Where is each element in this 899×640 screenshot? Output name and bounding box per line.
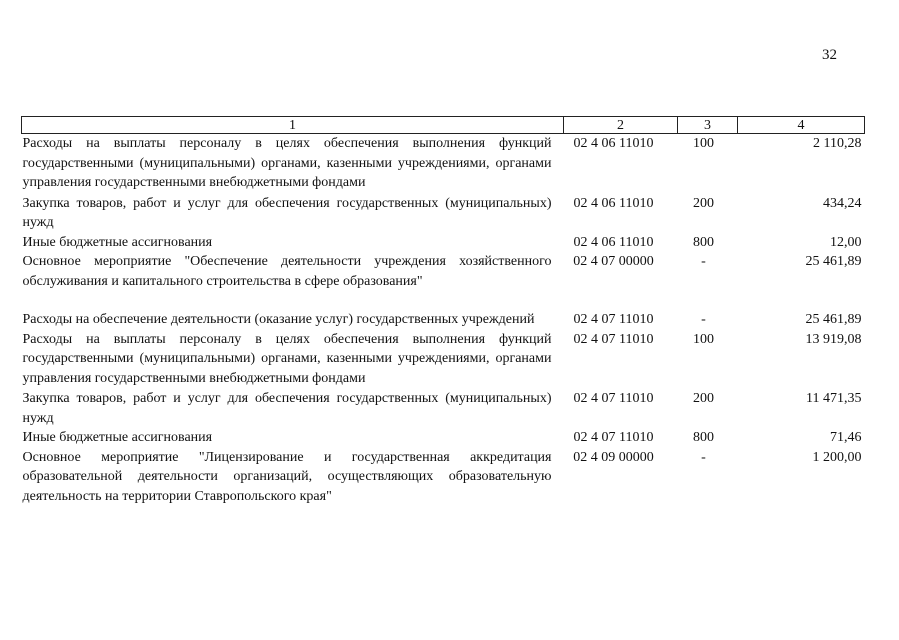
row-amount: 1 200,00 bbox=[812, 449, 862, 465]
column-header-2: 2 bbox=[564, 117, 678, 134]
row-expense-type: 100 bbox=[693, 331, 714, 347]
row-amount: 11 471,35 bbox=[806, 391, 862, 406]
row-expense-type: 800 bbox=[693, 234, 714, 250]
row-code: 02 4 07 00000 bbox=[573, 254, 654, 269]
column-header-3: 3 bbox=[678, 117, 738, 134]
row-description: Иные бюджетные ассигнования bbox=[22, 234, 213, 250]
row-amount: 13 919,08 bbox=[805, 331, 862, 347]
row-expense-type: 200 bbox=[693, 195, 714, 211]
row-description: Закупка товаров, работ и услуг для обеспечения государственных (муниципальных) нужд bbox=[22, 391, 552, 426]
table-row bbox=[22, 428, 865, 448]
row-amount: 2 110,28 bbox=[813, 136, 862, 151]
row-description: Расходы на выплаты персоналу в целях обеспечения выполнения функций государственными (муниципальными) органами, казенными учреждениями, органами управления государственными внебюджетными фондами bbox=[22, 331, 552, 386]
budget-table bbox=[21, 116, 865, 506]
table-row bbox=[22, 193, 865, 233]
row-amount: 25 461,89 bbox=[805, 254, 862, 269]
row-amount: 12,00 bbox=[830, 234, 862, 250]
row-description: Основное мероприятие "Лицензирование и государственная аккредитация образовательной деятельности организаций, осуществляющих образовательную деятельность на территории Ставропольского края" bbox=[22, 449, 552, 504]
row-amount: 434,24 bbox=[823, 195, 862, 211]
row-code: 02 4 07 11010 bbox=[573, 312, 654, 327]
row-code: 02 4 07 11010 bbox=[573, 331, 654, 347]
row-expense-type: 200 bbox=[693, 391, 714, 406]
row-description: Иные бюджетные ассигнования bbox=[22, 430, 213, 445]
row-amount: 71,46 bbox=[830, 430, 862, 445]
row-expense-type: - bbox=[701, 449, 706, 465]
table-row bbox=[22, 134, 865, 193]
row-code: 02 4 07 11010 bbox=[573, 391, 654, 406]
row-code: 02 4 07 11010 bbox=[573, 430, 654, 445]
table-header-row bbox=[22, 117, 865, 134]
table-row bbox=[22, 252, 865, 310]
row-code: 02 4 09 00000 bbox=[573, 449, 654, 465]
table-row bbox=[22, 448, 865, 507]
row-code: 02 4 06 11010 bbox=[573, 136, 654, 151]
row-description: Расходы на обеспечение деятельности (оказание услуг) государственных учреждений bbox=[22, 312, 535, 327]
row-code: 02 4 06 11010 bbox=[573, 234, 654, 250]
row-description: Расходы на выплаты персоналу в целях обеспечения выполнения функций государственными (муниципальными) органами, казенными учреждениями, органами управления государственными внебюджетными фондами bbox=[22, 136, 552, 190]
table-row bbox=[22, 388, 865, 428]
row-expense-type: - bbox=[701, 312, 706, 327]
row-expense-type: 100 bbox=[693, 136, 714, 151]
row-description: Основное мероприятие "Обеспечение деятельности учреждения хозяйственного обслуживания и капитального строительства в сфере образования" bbox=[22, 254, 552, 289]
column-header-1: 1 bbox=[22, 117, 564, 134]
page-number: 32 bbox=[822, 47, 837, 63]
row-amount: 25 461,89 bbox=[805, 312, 862, 327]
table-row bbox=[22, 330, 865, 389]
column-header-4: 4 bbox=[738, 117, 865, 134]
table-row bbox=[22, 233, 865, 253]
row-expense-type: - bbox=[701, 254, 706, 269]
table-row bbox=[22, 310, 865, 330]
row-description: Закупка товаров, работ и услуг для обеспечения государственных (муниципальных) нужд bbox=[22, 195, 552, 230]
row-code: 02 4 06 11010 bbox=[573, 195, 654, 211]
row-expense-type: 800 bbox=[693, 430, 714, 445]
